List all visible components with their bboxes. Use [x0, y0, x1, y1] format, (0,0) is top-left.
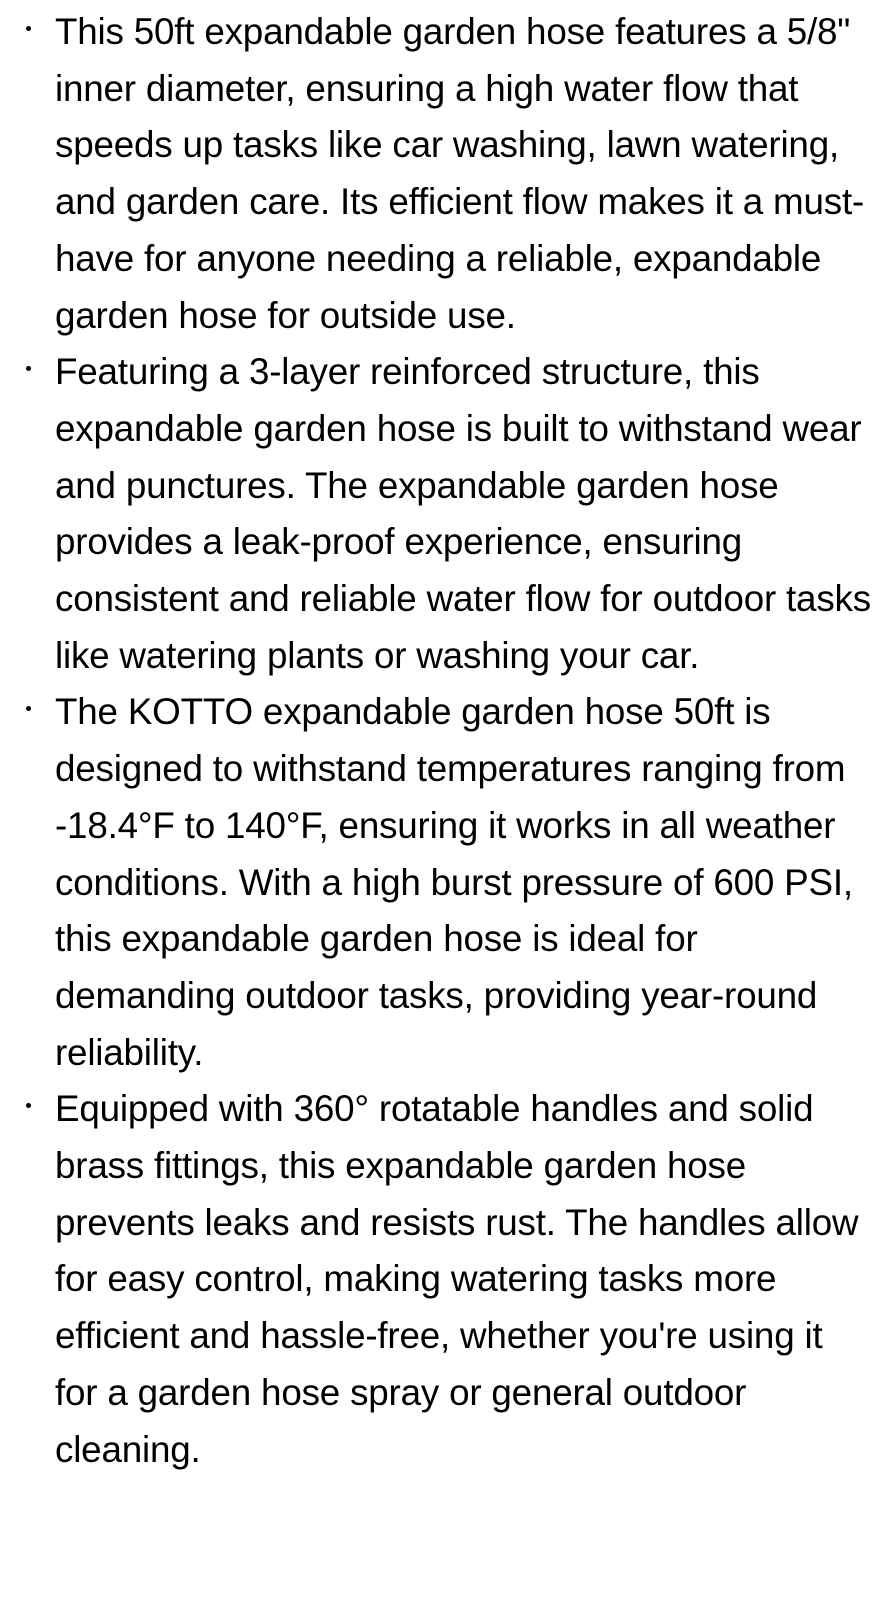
feature-bullet-list — [0, 4, 881, 1478]
feature-bullet-2 — [0, 344, 881, 684]
feature-text: This 50ft expandable garden hose features a 5/8" inner diameter, ensuring a high water flow that speeds up tasks like car washing, lawn watering, and garden care. Its efficient flow makes it a must-have for anyone needing a reliable, expandable garden hose for outside use. — [55, 11, 865, 336]
bullet-dot-icon — [26, 366, 31, 371]
feature-bullet-3 — [0, 684, 881, 1081]
bullet-dot-icon — [26, 26, 31, 31]
feature-bullet-4 — [0, 1081, 881, 1478]
feature-bullet-1 — [0, 4, 881, 344]
feature-text: The KOTTO expandable garden hose 50ft is designed to withstand temperatures ranging from -18.4°F to 140°F, ensuring it works in all weather conditions. With a high burst pressure of 600 PSI, this expandable garden hose is ideal for demanding outdoor tasks, providing year-round reliability. — [55, 691, 853, 1073]
bullet-dot-icon — [26, 706, 31, 711]
feature-text: Equipped with 360° rotatable handles and solid brass fittings, this expandable garden hose prevents leaks and resists rust. The handles allow for easy control, making watering tasks more efficient and hassle-free, whether you're using it for a garden hose spray or general outdoor cleaning. — [55, 1088, 859, 1470]
feature-text: Featuring a 3-layer reinforced structure, this expandable garden hose is built to withstand wear and punctures. The expandable garden hose provides a leak-proof experience, ensuring consistent and reliable water flow for outdoor tasks like watering plants or washing your car. — [55, 351, 871, 676]
bullet-dot-icon — [26, 1103, 31, 1108]
